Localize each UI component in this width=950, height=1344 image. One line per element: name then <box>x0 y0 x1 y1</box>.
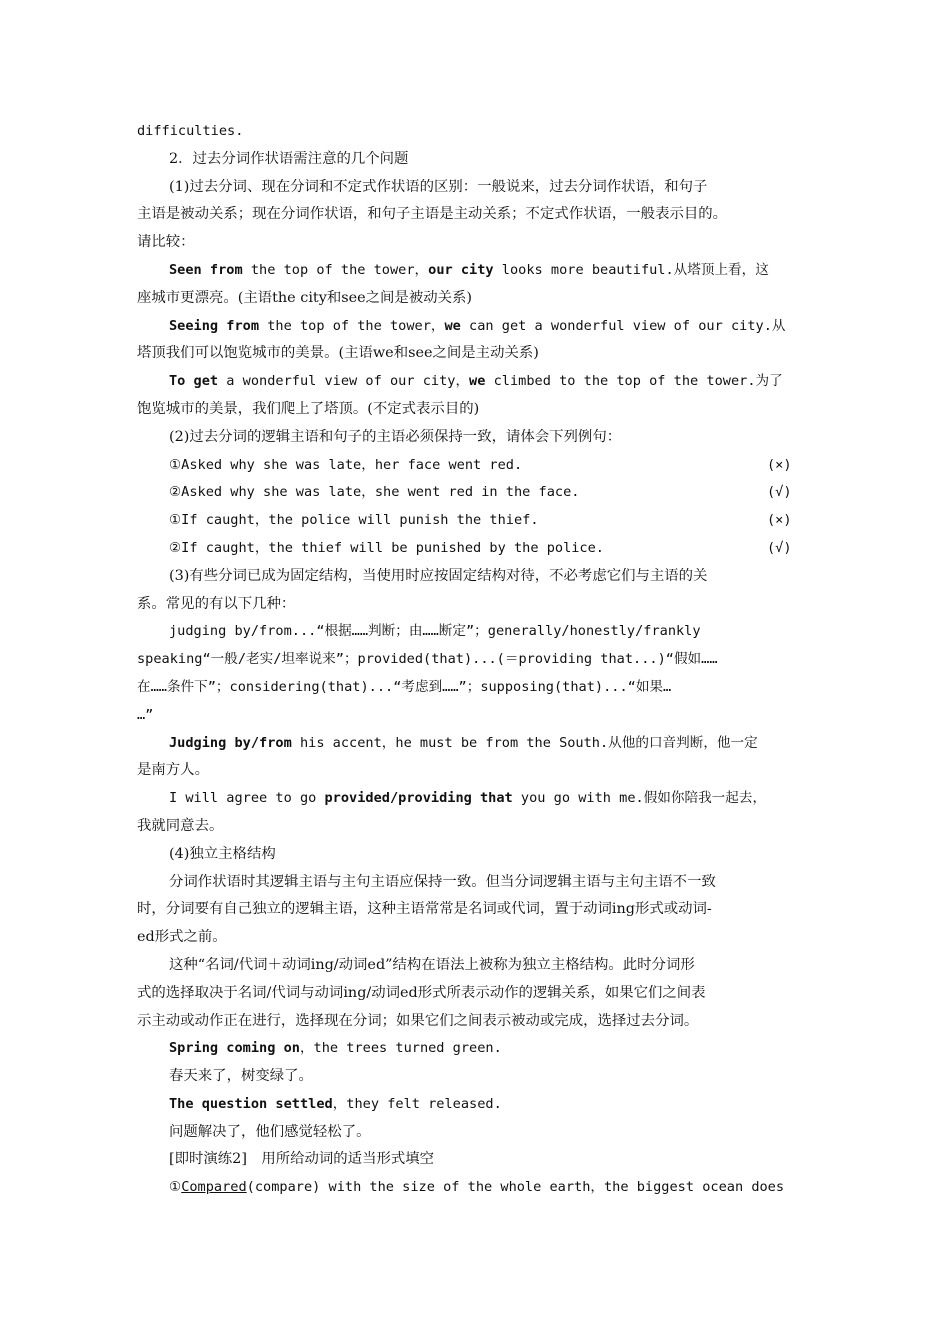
example-row <box>137 507 807 535</box>
paragraph-line: 时，分词要有自己独立的逻辑主语，这种主语常常是名词或代词，置于动词ing形式或动词- <box>137 901 712 918</box>
section-heading: (4)独立主格结构 <box>169 845 276 862</box>
emphasis-text: we <box>469 373 486 390</box>
paragraph-line: 式的选择取决于名词/代词与动词ing/动词ed形式所表示动作的逻辑关系，如果它们之间表 <box>137 984 706 1001</box>
paragraph-line: 我就同意去。 <box>137 817 224 834</box>
paragraph-line: 这种“名词/代词＋动词ing/动词ed”结构在语法上被称为独立主格结构。此时分词形 <box>169 956 695 973</box>
text-span: the top of the tower， <box>259 317 445 334</box>
text-span: ，they felt released. <box>332 1095 502 1112</box>
text-span: looks more beautiful.从塔顶上看，这 <box>493 261 769 278</box>
paragraph-line: judging by/from...“根据……判断；由……断定”；generally/honestly/frankly <box>169 623 701 640</box>
document-page <box>137 118 817 1202</box>
exercise-heading: [即时演练2] 用所给动词的适当形式填空 <box>169 1151 435 1168</box>
paragraph-line: 分词作状语时其逻辑主语与主句主语应保持一致。但当分词逻辑主语与主句主语不一致 <box>169 873 716 890</box>
paragraph-line: 系。常见的有以下几种： <box>137 595 296 612</box>
paragraph-line: ed形式之前。 <box>137 929 227 946</box>
example-sentence: ①If caught，the police will punish the thief. <box>169 512 539 529</box>
emphasis-text: The question settled <box>169 1095 333 1112</box>
paragraph-line: (3)有些分词已成为固定结构，当使用时应按固定结构对待，不必考虑它们与主语的关 <box>169 567 708 584</box>
wrong-mark: (×) <box>767 512 792 529</box>
paragraph-line: …” <box>137 706 154 723</box>
paragraph-line: 请比较： <box>137 234 195 251</box>
paragraph-line: 主语是被动关系；现在分词作状语，和句子主语是主动关系；不定式作状语，一般表示目的。 <box>137 206 728 223</box>
emphasis-text: Seeing from <box>169 317 260 334</box>
text-span: ，the trees turned green. <box>299 1040 502 1057</box>
emphasis-text: Judging by/from <box>169 734 292 751</box>
example-sentence: ①Asked why she was late，her face went red. <box>169 456 523 473</box>
text-span: a wonderful view of our city， <box>218 373 470 390</box>
text-span: the top of the tower， <box>242 261 429 278</box>
emphasis-text: our city <box>428 261 494 278</box>
translation-line: 问题解决了，他们感觉轻松了。 <box>169 1123 371 1140</box>
exercise-item <box>137 1174 817 1202</box>
example-sentence <box>137 1091 817 1119</box>
example-sentence <box>137 785 817 813</box>
text-span: climbed to the top of the tower.为了 <box>485 373 783 390</box>
emphasis-text: Spring coming on <box>169 1040 300 1057</box>
translation-line: 春天来了，树变绿了。 <box>169 1068 313 1085</box>
answer-blank: Compared <box>181 1179 247 1196</box>
paragraph-line: (1)过去分词、现在分词和不定式作状语的区别：一般说来，过去分词作状语，和句子 <box>169 178 708 195</box>
paragraph-line: 塔顶我们可以饱览城市的美景。(主语we和see之间是主动关系) <box>137 345 539 362</box>
text-span: I will agree to go <box>169 790 325 807</box>
paragraph-line: (2)过去分词的逻辑主语和句子的主语必须保持一致，请体会下列例句： <box>169 428 622 445</box>
paragraph-line: 在……条件下”；considering(that)...“考虑到……”；supposing(that)...“如果… <box>137 678 672 695</box>
emphasis-text: provided/providing that <box>324 790 513 807</box>
correct-mark: (√) <box>767 539 792 556</box>
section-heading: 2．过去分词作状语需注意的几个问题 <box>169 150 409 167</box>
text-span: you go with me.假如你陪我一起去， <box>512 790 767 807</box>
example-row <box>137 452 807 480</box>
emphasis-text: To get <box>169 373 219 390</box>
paragraph-line: 饱览城市的美景，我们爬上了塔顶。(不定式表示目的) <box>137 400 480 417</box>
example-sentence <box>137 257 817 285</box>
item-number: ① <box>169 1179 182 1196</box>
example-sentence <box>137 730 817 758</box>
paragraph-line: speaking“一般/老实/坦率说来”；provided(that)...(＝providing that...)“假如…… <box>137 651 718 668</box>
text-line: difficulties. <box>137 123 244 139</box>
paragraph-line: 座城市更漂亮。(主语the city和see之间是被动关系) <box>137 289 473 306</box>
text-span: his accent，he must be from the South.从他的口音判断，他一定 <box>291 734 758 751</box>
example-row <box>137 535 807 563</box>
wrong-mark: (×) <box>767 456 792 473</box>
example-row <box>137 479 807 507</box>
example-sentence: ②If caught，the thief will be punished by the police. <box>169 539 604 556</box>
paragraph-line: 是南方人。 <box>137 762 209 779</box>
example-sentence: ②Asked why she was late，she went red in the face. <box>169 484 580 501</box>
emphasis-text: we <box>444 317 461 334</box>
text-span: can get a wonderful view of our city.从 <box>460 317 786 334</box>
example-sentence <box>137 368 817 396</box>
paragraph-line: 示主动或动作正在进行，选择现在分词；如果它们之间表示被动或完成，选择过去分词。 <box>137 1012 699 1029</box>
example-sentence <box>137 1035 817 1063</box>
text-span: (compare) with the size of the whole earth，the biggest ocean does <box>246 1179 785 1196</box>
example-sentence <box>137 313 817 341</box>
emphasis-text: Seen from <box>169 261 243 278</box>
correct-mark: (√) <box>767 484 792 501</box>
